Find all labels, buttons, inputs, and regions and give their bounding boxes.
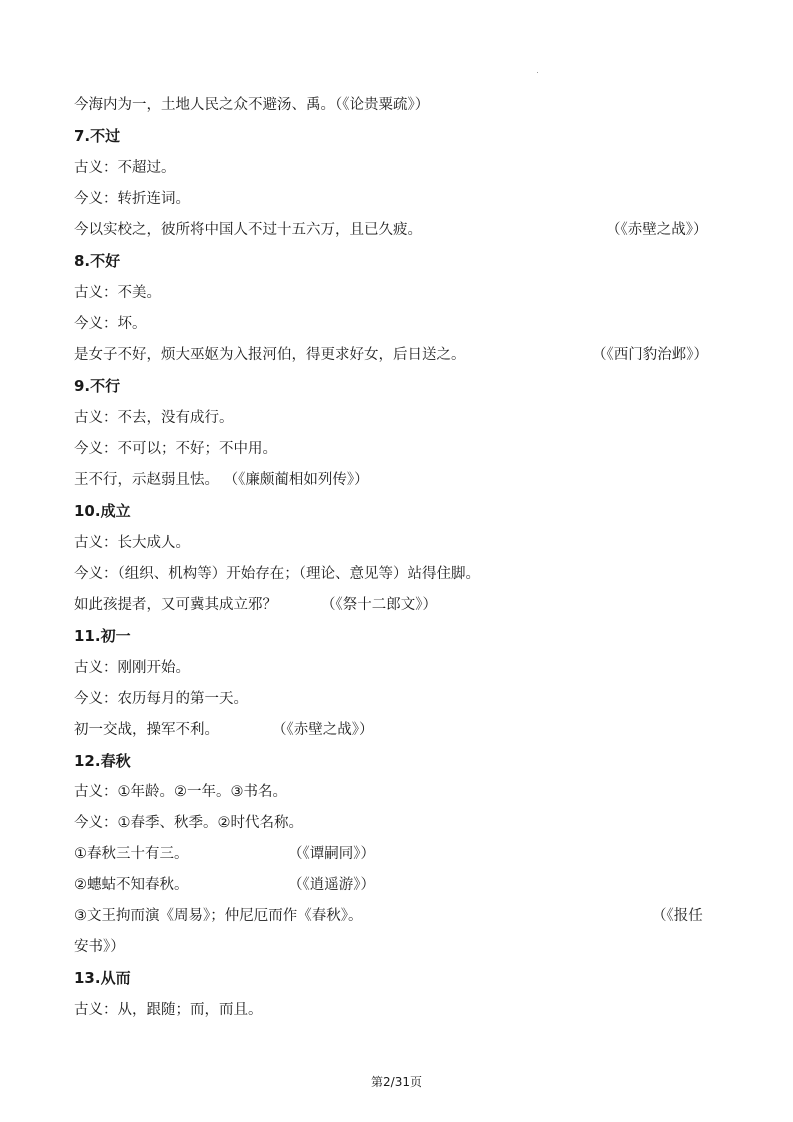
text-line: 今义：①春季、秋季。②时代名称。 xyxy=(74,815,303,831)
example-source: （《谭嗣同》） xyxy=(288,846,375,862)
section-heading: 12.春秋 xyxy=(74,752,131,770)
text-line: 古义：刚刚开始。 xyxy=(74,660,190,676)
text-line: 今义：不可以；不好；不中用。 xyxy=(74,441,277,457)
example-sentence: 王不行，示赵弱且怯。 （《廉颇蔺相如列传》） xyxy=(74,472,369,488)
section-heading: 11.初一 xyxy=(74,627,131,645)
text-line: 古义：不去，没有成行。 xyxy=(74,410,234,426)
section-heading: 9.不行 xyxy=(74,377,121,395)
text-line: 古义：不美。 xyxy=(74,285,161,301)
text-line: 古义：长大成人。 xyxy=(74,535,190,551)
page-number: 第2/31页 xyxy=(371,1075,422,1089)
text-line: 古义：①年龄。②一年。③书名。 xyxy=(74,784,287,800)
section-heading: 7.不过 xyxy=(74,127,121,145)
section-heading: 10.成立 xyxy=(74,502,131,520)
example-sentence: ③文王拘而演《周易》；仲尼厄而作《春秋》。 xyxy=(74,908,363,924)
example-source: （《赤壁之战》） xyxy=(272,722,374,738)
example-sentence: 今以实校之，彼所将中国人不过十五六万，且已久疲。 xyxy=(74,222,422,238)
example-source: （《西门豹治邺》） xyxy=(592,347,708,363)
example-source: （《赤壁之战》） xyxy=(606,222,708,238)
example-sentence: ①春秋三十有三。 xyxy=(74,846,189,862)
text-line: 今义：转折连词。 xyxy=(74,191,190,207)
text-line: 古义：从，跟随；而，而且。 xyxy=(74,1002,263,1018)
section-heading: 13.从而 xyxy=(74,969,131,987)
example-source-continued: 安书》） xyxy=(74,939,125,955)
text-line: 今海内为一，土地人民之众不避汤、禹。（《论贵粟疏》） xyxy=(74,97,430,113)
section-heading: 8.不好 xyxy=(74,252,121,270)
example-sentence: 如此孩提者，又可冀其成立邪？ xyxy=(74,597,277,613)
text-line: 古义：不超过。 xyxy=(74,160,176,176)
text-line: 今义：坏。 xyxy=(74,316,147,332)
example-sentence: 是女子不好，烦大巫妪为入报河伯，得更求好女，后日送之。 xyxy=(74,347,466,363)
example-source: （《祭十二郎文》） xyxy=(321,597,437,613)
example-sentence: 初一交战，操军不利。 xyxy=(74,722,219,738)
text-line: 今义：（组织、机构等）开始存在；（理论、意见等）站得住脚。 xyxy=(74,566,480,582)
example-sentence: ②蟪蛄不知春秋。 xyxy=(74,877,189,893)
scan-speck xyxy=(537,72,538,73)
example-source: （《报任 xyxy=(652,908,703,924)
text-line: 今义：农历每月的第一天。 xyxy=(74,691,248,707)
example-source: （《逍遥游》） xyxy=(288,877,375,893)
